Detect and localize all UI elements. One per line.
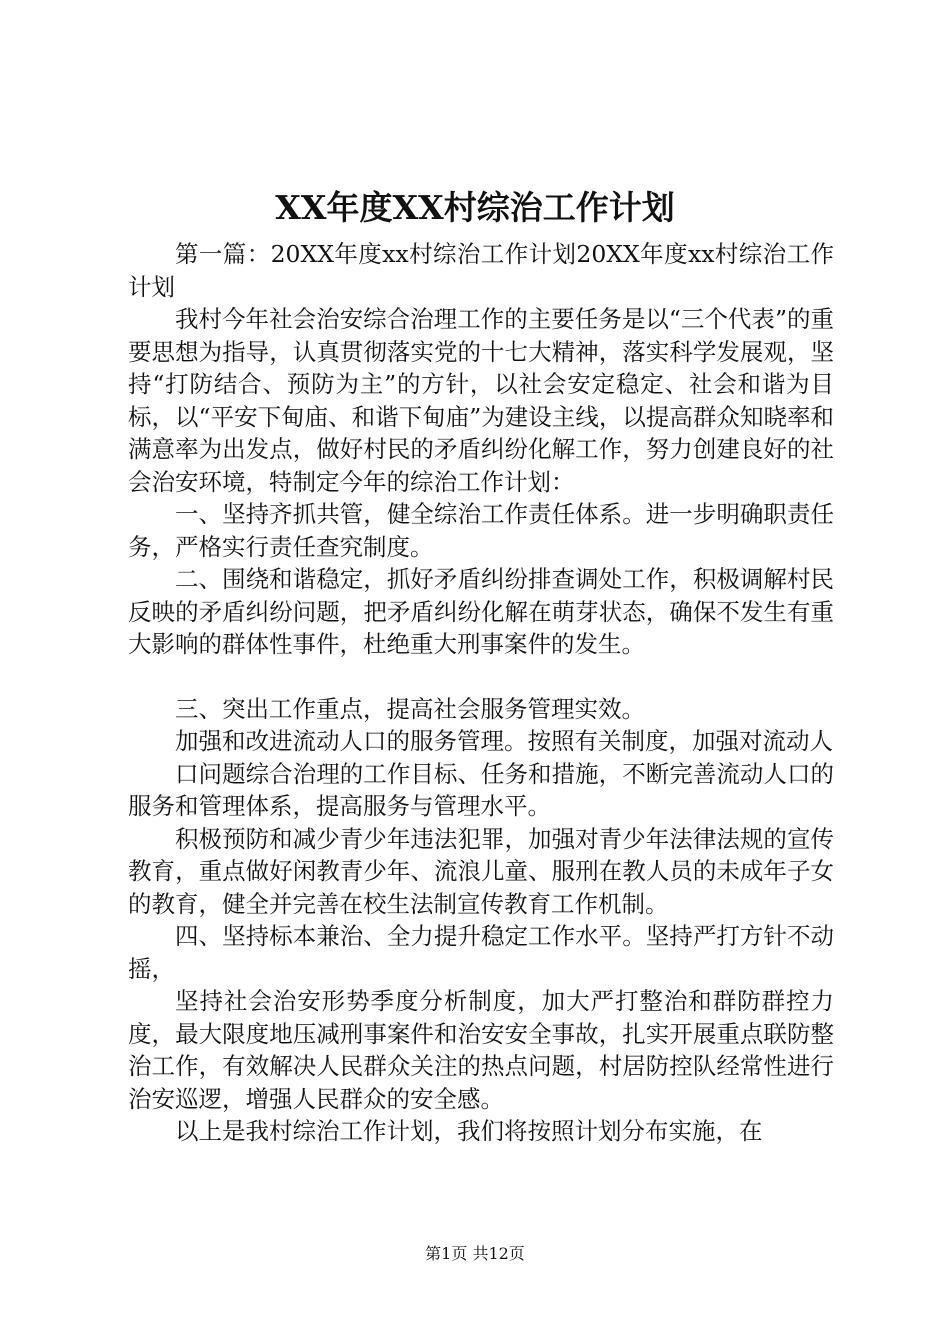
- document-body: [128, 238, 834, 1148]
- paragraph-floating-population: 加强和改进流动人口的服务管理。按照有关制度，加强对流动人: [175, 727, 833, 755]
- paragraph-item-3: 三、突出工作重点，提高社会服务管理实效。: [175, 694, 645, 723]
- document-title: XX年度XX村综治工作计划: [275, 188, 675, 227]
- paragraph-item-4: 四、坚持标本兼治、全力提升稳定工作水平。坚持严打方针不动摇，: [128, 922, 834, 983]
- page-footer: 第1页 共12页: [425, 1244, 525, 1263]
- paragraph-intro: 第一篇：20XX年度xx村综治工作计划20XX年度xx村综治工作计划: [128, 240, 834, 301]
- paragraph-item-1: 一、坚持齐抓共管，健全综治工作责任体系。进一步明确职责任务，严格实行责任查究制度。: [128, 500, 834, 561]
- paragraph-item-2: 二、围绕和谐稳定，抓好矛盾纠纷排查调处工作，积极调解村民反映的矛盾纠纷问题，把矛盾纠纷化解在萌芽状态，确保不发生有重大影响的群体性事件，杜绝重大刑事案件的发生。: [128, 565, 834, 658]
- paragraph-overview: 我村今年社会治安综合治理工作的主要任务是以“三个代表”的重要思想为指导，认真贯彻落实党的十七大精神，落实科学发展观，坚持“打防结合、预防为主”的方针，以社会安定稳定、社会和谐为目标，以“平安下甸庙、和谐下甸庙”为建设主线，以提高群众知晓率和满意率为出发点，做好村民的矛盾纠纷化解工作，努力创建良好的社会治安环境，特制定今年的综治工作计划：: [128, 305, 834, 496]
- paragraph-conclusion: 以上是我村综治工作计划，我们将按照计划分布实施，在: [175, 1117, 763, 1145]
- paragraph-population-management: 口问题综合治理的工作目标、任务和措施，不断完善流动人口的服务和管理体系，提高服务与管理水平。: [128, 759, 834, 820]
- paragraph-youth-crime: 积极预防和减少青少年违法犯罪，加强对青少年法律法规的宣传教育，重点做好闲教青少年、流浪儿童、服刑在教人员的未成年子女的教育，健全并完善在校生法制宣传教育工作机制。: [128, 824, 834, 918]
- paragraph-security-analysis: 坚持社会治安形势季度分析制度，加大严打整治和群防群控力度，最大限度地压减刑事案件和治安安全事故，扎实开展重点联防整治工作，有效解决人民群众关注的热点问题，村居防控队经常性进行治安巡逻，增强人民群众的安全感。: [128, 987, 834, 1113]
